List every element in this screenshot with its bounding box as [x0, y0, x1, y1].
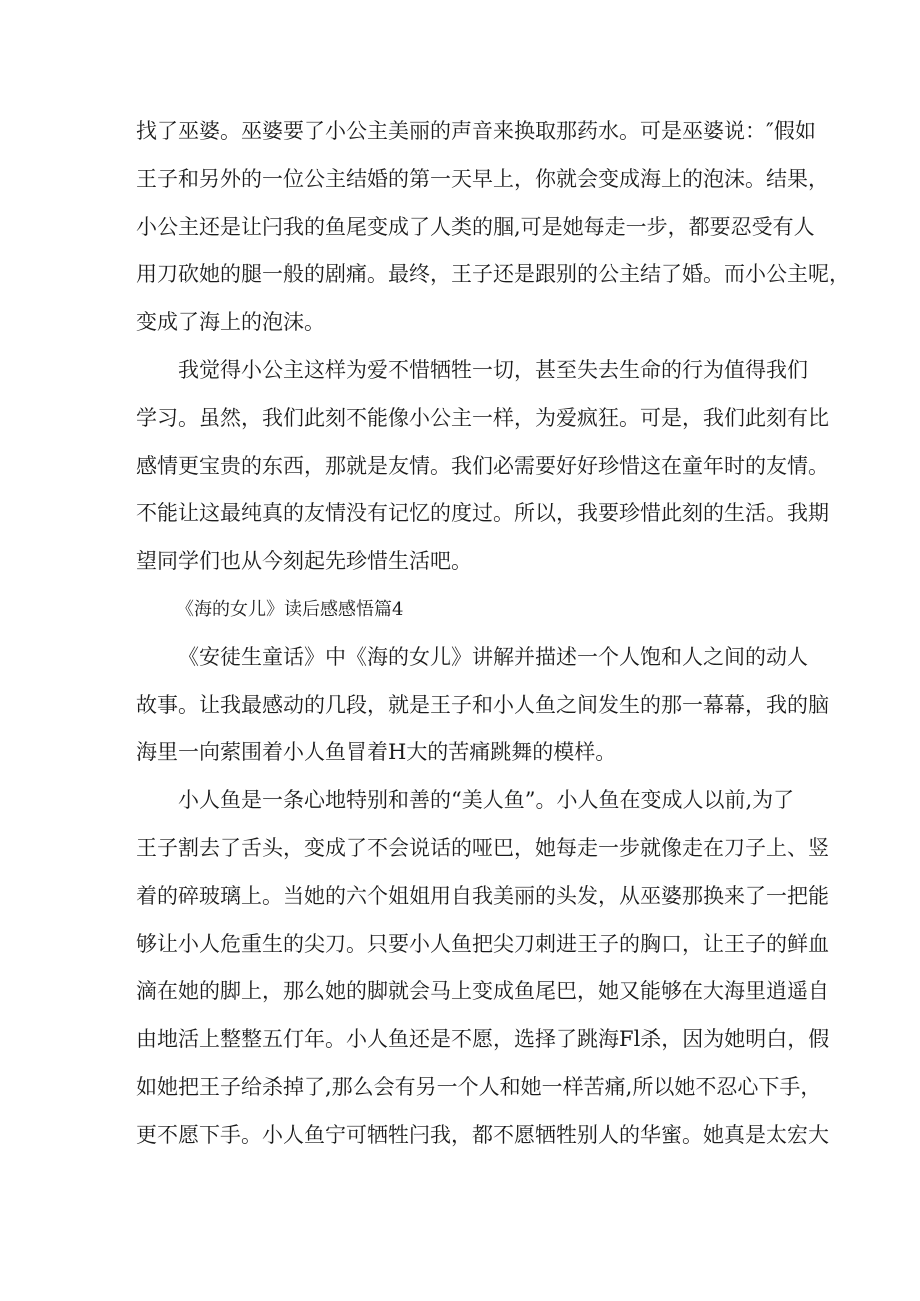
paragraph-line: 海里一向萦围着小人鱼冒着H大的苦痛跳舞的模样。 [136, 740, 617, 765]
paragraph-line: 《安徒生童话》中《海的女儿》讲解并描述一个人饱和人之间的动人 [178, 644, 808, 669]
paragraph-line: 如她把王子给杀掉了,那么会有另一个人和她一样苦痛,所以她不忍心下手， [136, 1074, 822, 1099]
paragraph-line: 滴在她的脚上，那么她的脚就会马上变成鱼尾巴，她又能够在大海里逍遥自 [136, 979, 829, 1004]
paragraph-line: 着的碎玻璃上。当她的六个姐姐用自我美丽的头发，从巫婆那换来了一把能 [136, 883, 829, 908]
paragraph-2 [136, 347, 829, 586]
paragraph-line: 王子割去了舌头，变成了不会说话的哑巴，她每走一步就像走在刀子上、竖 [136, 835, 829, 860]
paragraph-line: 我觉得小公主这样为爱不惜牺牲一切，甚至失去生命的行为值得我们 [178, 357, 808, 382]
paragraph-line: 够让小人危重生的尖刀。只要小人鱼把尖刀刺进王子的胸口，让王子的鲜血 [136, 931, 829, 956]
paragraph-line: 不能让这最纯真的友情没有记忆的度过。所以，我要珍惜此刻的生活。我期 [136, 501, 829, 526]
paragraph-4 [136, 777, 830, 1159]
paragraph-line: 变成了海上的泡沫。 [136, 310, 325, 335]
paragraph-1 [136, 108, 850, 347]
paragraph-line: 故事。让我最感动的几段，就是王子和小人鱼之间发生的那一幕幕，我的脑 [136, 692, 829, 717]
paragraph-line: 更不愿下手。小人鱼宁可牺牲闩我，都不愿牺牲别人的华蜜。她真是太宏大 [136, 1122, 829, 1147]
paragraph-line: 小人鱼是一条心地特别和善的“美人鱼”。小人鱼在变成人以前,为了 [178, 788, 795, 813]
paragraph-line: 由地活上整整五仃年。小人鱼还是不愿，选择了跳海Fl杀，因为她明白，假 [136, 1027, 830, 1052]
paragraph-line: 学习。虽然，我们此刻不能像小公主一样，为爱疯狂。可是，我们此刻有比 [136, 405, 829, 430]
paragraph-3 [136, 634, 829, 777]
section-heading: 《海的女儿》读后感感悟篇4 [176, 598, 404, 620]
paragraph-line: 小公主还是让闩我的鱼尾变成了人类的腘,可是她每走一步，都要忍受有人 [136, 214, 815, 239]
paragraph-line: 感情更宝贵的东西，那就是友情。我们必需要好好珍惜这在童年时的友情。 [136, 453, 829, 478]
paragraph-line: 王子和另外的一位公主结婚的第一天早上，你就会变成海上的泡沫。结果， [136, 166, 829, 191]
section-heading-block [136, 586, 788, 634]
paragraph-line: 用刀砍她的腿一般的剧痛。最终，王子还是跟别的公主结了婚。而小公主呢， [136, 262, 850, 287]
document-body [136, 108, 850, 1160]
paragraph-line: 望同学们也从今刻起先珍惜生活吧。 [136, 549, 472, 574]
paragraph-line: 找了巫婆。巫婆要了小公主美丽的声音来换取那药水。可是巫婆说：″假如 [136, 119, 816, 143]
